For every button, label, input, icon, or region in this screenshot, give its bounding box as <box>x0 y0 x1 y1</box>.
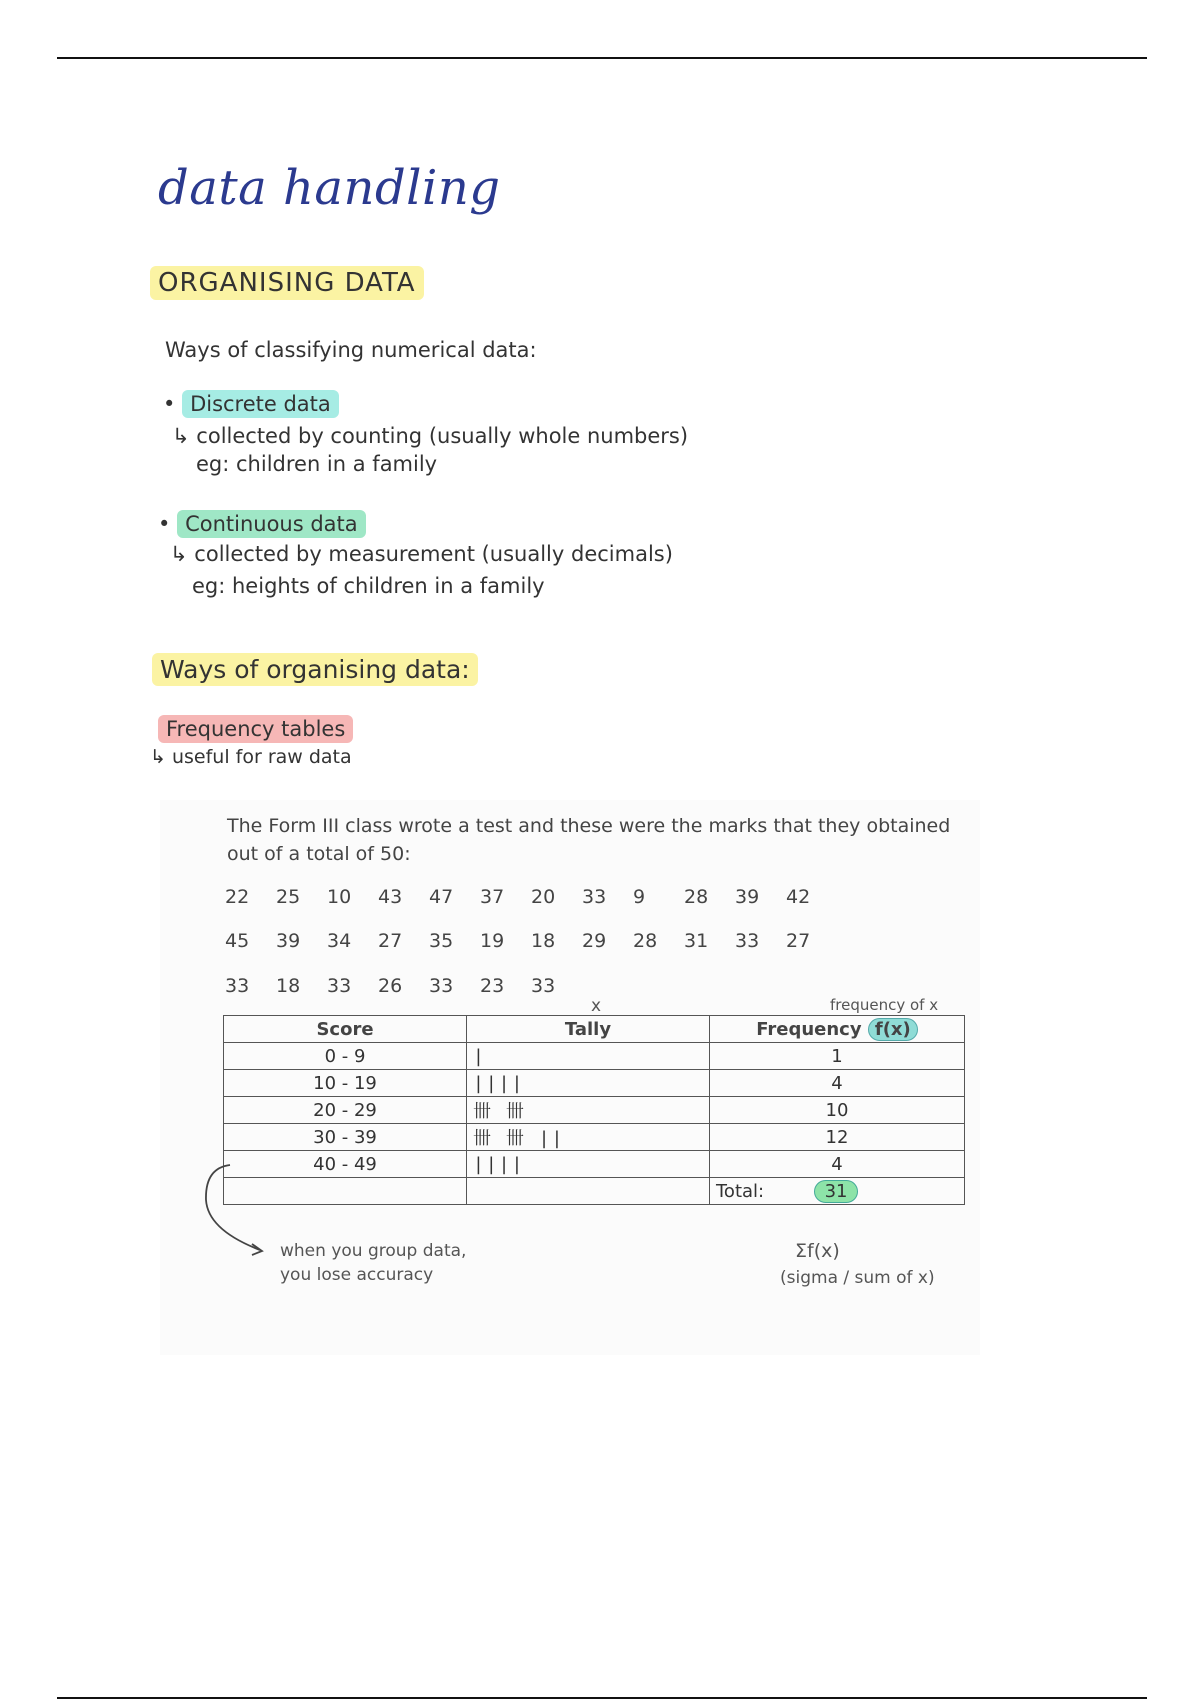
discrete-line-2: eg: children in a family <box>196 452 438 476</box>
fx-circled: f(x) <box>868 1018 918 1041</box>
score-cell: 10 - 19 <box>224 1070 467 1097</box>
continuous-line-1-text: collected by measurement (usually decimals) <box>194 542 673 566</box>
mark-value: 31 <box>684 930 709 952</box>
mark-value: 23 <box>480 975 505 997</box>
arrow-icon: ↳ <box>172 424 190 448</box>
table-row <box>224 1097 965 1124</box>
mark-value: 18 <box>276 975 301 997</box>
table-row <box>224 1151 965 1178</box>
marks-row-3 <box>225 975 582 997</box>
heading-organising-data <box>150 268 424 298</box>
mark-value: 33 <box>582 886 607 908</box>
header-score: Score <box>224 1016 467 1043</box>
discrete-bullet: • Discrete data <box>163 392 339 416</box>
top-rule <box>57 57 1147 59</box>
group-note-line-1: when you group data, <box>280 1241 467 1261</box>
continuous-label: Continuous data <box>177 510 366 538</box>
continuous-line-2: eg: heights of children in a family <box>192 574 545 598</box>
frequency-table <box>223 1015 965 1205</box>
heading-ways <box>152 655 478 684</box>
score-cell: 40 - 49 <box>224 1151 467 1178</box>
frequency-cell: 1 <box>710 1043 965 1070</box>
mark-value: 42 <box>786 886 811 908</box>
header-frequency-text: Frequency <box>756 1018 862 1040</box>
mark-value: 33 <box>327 975 352 997</box>
page-title: data handling <box>158 160 501 216</box>
mark-value: 37 <box>480 886 505 908</box>
table-row <box>224 1124 965 1151</box>
frequency-cell: 4 <box>710 1151 965 1178</box>
discrete-label: Discrete data <box>182 390 339 418</box>
total-cell <box>710 1178 965 1205</box>
sigma-description: (sigma / sum of x) <box>780 1268 935 1288</box>
empty-cell <box>467 1178 710 1205</box>
mark-value: 34 <box>327 930 352 952</box>
frequency-note-text: useful for raw data <box>171 746 352 768</box>
heading-organising-data-text: ORGANISING DATA <box>150 266 424 300</box>
total-value-circled: 31 <box>814 1180 859 1203</box>
frequency-cell: 10 <box>710 1097 965 1124</box>
table-total-row <box>224 1178 965 1205</box>
intro-text: Ways of classifying numerical data: <box>165 338 537 362</box>
frequency-cell: 12 <box>710 1124 965 1151</box>
continuous-bullet: • Continuous data <box>158 512 366 536</box>
table-row <box>224 1070 965 1097</box>
discrete-line-1 <box>172 424 688 448</box>
header-tally: Tally <box>467 1016 710 1043</box>
table-row <box>224 1043 965 1070</box>
mark-value: 33 <box>531 975 556 997</box>
mark-value: 33 <box>225 975 250 997</box>
mark-value: 20 <box>531 886 556 908</box>
bottom-rule <box>57 1697 1147 1699</box>
score-cell: 30 - 39 <box>224 1124 467 1151</box>
mark-value: 47 <box>429 886 454 908</box>
marks-row-2 <box>225 930 837 952</box>
arrow-icon: ↳ <box>170 542 188 566</box>
heading-ways-text: Ways of organising data: <box>152 653 478 686</box>
mark-value: 35 <box>429 930 454 952</box>
mark-value: 9 <box>633 886 646 908</box>
frequency-note <box>150 746 352 768</box>
grouping-arrow-icon <box>200 1160 270 1260</box>
mark-value: 39 <box>735 886 760 908</box>
tally-cell: |||| <box>467 1151 710 1178</box>
sigma-annotation: Σf(x) <box>795 1240 840 1262</box>
mark-value: 27 <box>378 930 403 952</box>
continuous-line-1 <box>170 542 673 566</box>
mark-value: 45 <box>225 930 250 952</box>
frequency-tables-label: Frequency tables <box>158 715 353 743</box>
table-header-row <box>224 1016 965 1043</box>
tally-cell: |||| <box>467 1070 710 1097</box>
mark-value: 18 <box>531 930 556 952</box>
arrow-icon: ↳ <box>150 746 166 768</box>
problem-text: The Form III class wrote a test and these were the marks that they obtained out of a total of 50: <box>227 815 951 865</box>
tally-cell: | <box>467 1043 710 1070</box>
mark-value: 10 <box>327 886 352 908</box>
total-label: Total: <box>716 1180 765 1202</box>
mark-value: 19 <box>480 930 505 952</box>
mark-value: 25 <box>276 886 301 908</box>
tally-cell: 卌 卌 || <box>467 1124 710 1151</box>
frequency-of-x-annotation: frequency of x <box>830 996 939 1014</box>
mark-value: 33 <box>735 930 760 952</box>
mark-value: 43 <box>378 886 403 908</box>
frequency-cell: 4 <box>710 1070 965 1097</box>
x-annotation: x <box>591 996 602 1016</box>
mark-value: 22 <box>225 886 250 908</box>
score-cell: 20 - 29 <box>224 1097 467 1124</box>
mark-value: 28 <box>633 930 658 952</box>
mark-value: 29 <box>582 930 607 952</box>
marks-row-1 <box>225 886 837 908</box>
group-note-line-2: you lose accuracy <box>280 1265 434 1285</box>
discrete-line-1-text: collected by counting (usually whole numbers) <box>196 424 689 448</box>
mark-value: 28 <box>684 886 709 908</box>
header-frequency <box>710 1016 965 1043</box>
score-cell: 0 - 9 <box>224 1043 467 1070</box>
mark-value: 26 <box>378 975 403 997</box>
tally-cell: 卌 卌 <box>467 1097 710 1124</box>
mark-value: 39 <box>276 930 301 952</box>
mark-value: 27 <box>786 930 811 952</box>
frequency-tables-heading <box>158 717 353 741</box>
mark-value: 33 <box>429 975 454 997</box>
